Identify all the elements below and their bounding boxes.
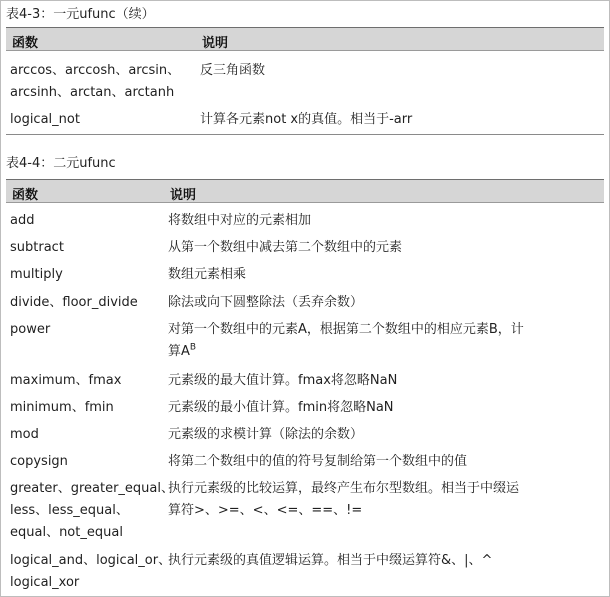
desc-cell: 元素级的最大值计算。fmax将忽略NaN [168, 373, 398, 388]
desc-cell: 计算各元素not x的真值。相当于-arr [200, 112, 413, 127]
header-desc: 说明 [170, 188, 197, 203]
header-desc: 说明 [202, 36, 229, 51]
table-4-4-header [6, 179, 604, 203]
func-cell: arccos、arccosh、arcsin、 [10, 63, 181, 78]
func-cell: divide、floor_divide [10, 295, 138, 310]
func-cell: copysign [10, 454, 68, 469]
desc-text: 算A [168, 344, 190, 359]
func-cell: multiply [10, 267, 63, 282]
desc-cell: 将数组中对应的元素相加 [168, 213, 312, 228]
desc-cell: 数组元素相乘 [168, 267, 247, 282]
desc-cell: 将第二个数组中的值的符号复制给第一个数组中的值 [168, 454, 468, 469]
header-func: 函数 [12, 188, 39, 203]
desc-cell: 反三角函数 [200, 63, 266, 78]
table-4-3-header [6, 27, 604, 51]
desc-cell: 对第一个数组中的元素A，根据第二个数组中的相应元素B，计 [168, 322, 524, 337]
header-func: 函数 [12, 36, 39, 51]
desc-cell: 执行元素级的比较运算，最终产生布尔型数组。相当于中缀运 [168, 481, 520, 496]
func-cell: greater、greater_equal、 [10, 481, 174, 496]
func-cell: arcsinh、arctan、arctanh [10, 85, 175, 100]
func-cell: logical_and、logical_or、 [10, 553, 172, 568]
desc-cell: 算符>、>=、<、<=、==、!= [168, 503, 363, 518]
desc-cell: 元素级的最小值计算。fmin将忽略NaN [168, 400, 394, 415]
desc-cell: 执行元素级的真值逻辑运算。相当于中缀运算符&、|、^ [168, 553, 493, 568]
func-cell: logical_xor [10, 575, 80, 590]
superscript-b: B [189, 342, 197, 353]
table-4-4-caption: 表4-4：二元ufunc [6, 156, 116, 171]
func-cell: mod [10, 427, 39, 442]
table-4-3-caption: 表4-3：一元ufunc（续） [6, 7, 155, 22]
func-cell: subtract [10, 240, 64, 255]
func-cell: power [10, 322, 51, 337]
func-cell: maximum、fmax [10, 373, 122, 388]
desc-cell: 元素级的求模计算（除法的余数） [168, 427, 364, 442]
func-cell: minimum、fmin [10, 400, 114, 415]
func-cell: add [10, 213, 35, 228]
desc-cell: 从第一个数组中减去第二个数组中的元素 [168, 240, 403, 255]
table-4-3-bottom-rule [6, 134, 604, 135]
desc-cell: 除法或向下圆整除法（丢弃余数） [168, 295, 364, 310]
func-cell: less、less_equal、 [10, 503, 129, 518]
func-cell: logical_not [10, 112, 80, 127]
desc-cell [168, 342, 196, 361]
func-cell: equal、not_equal [10, 525, 123, 540]
